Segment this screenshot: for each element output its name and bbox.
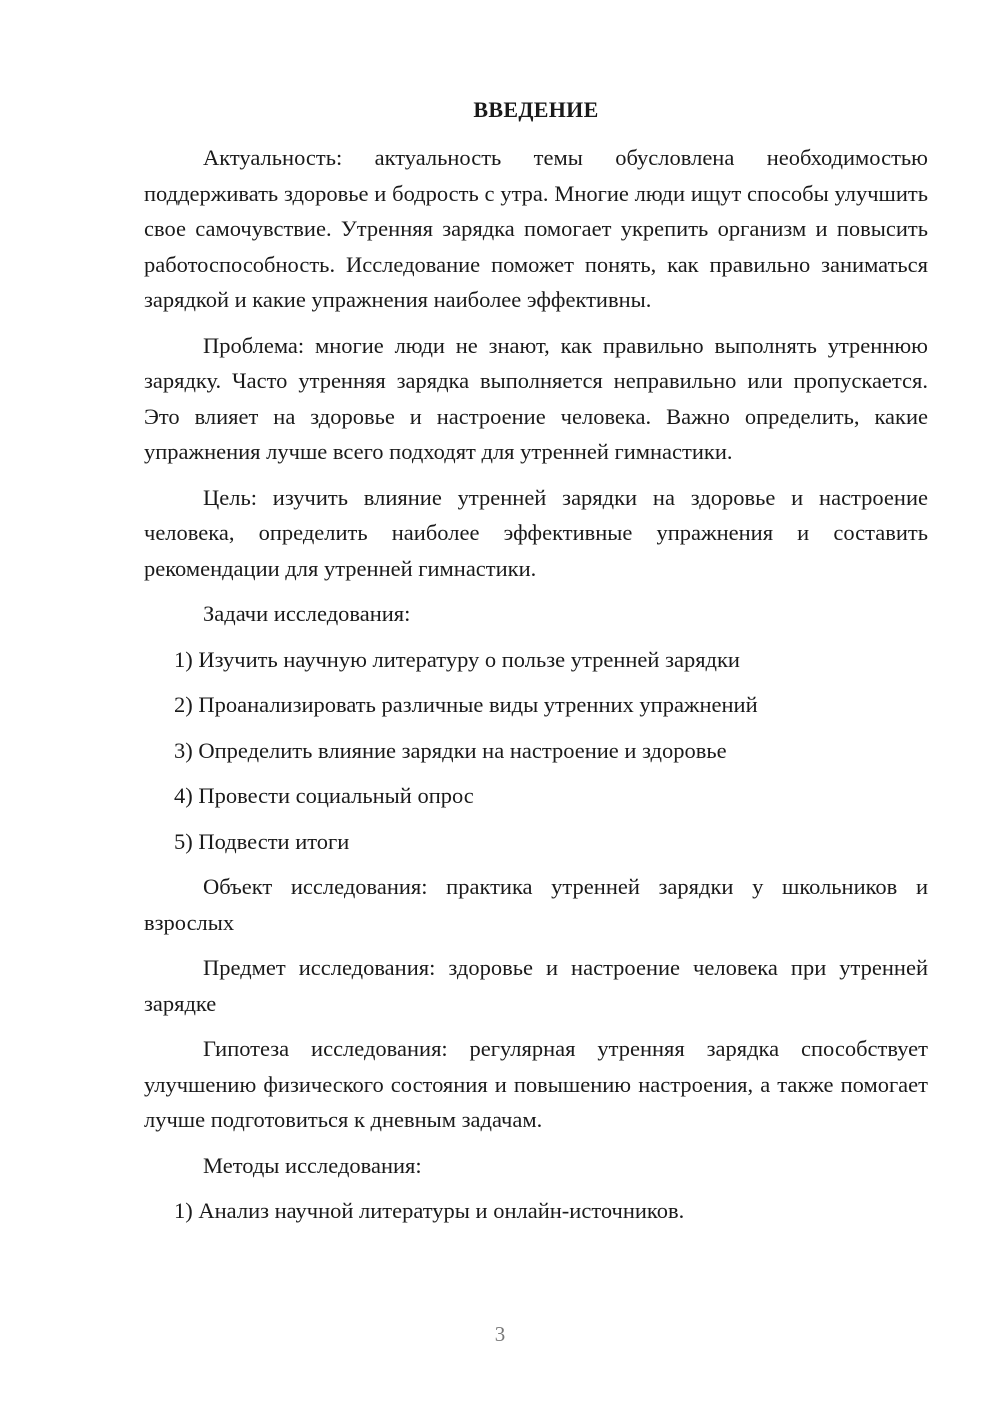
methods-list-item: 1) Анализ научной литературы и онлайн-источников. — [174, 1198, 685, 1223]
page-number: 3 — [494, 1322, 506, 1346]
tasks-heading: Задачи исследования: — [203, 601, 411, 626]
goal-paragraph: Цель: изучить влияние утренней зарядки на здоровье и настроение человека, определить наиболее эффективные упражнения и составить рекомендации для утренней гимнастики. — [144, 484, 928, 581]
tasks-list-item: 3) Определить влияние зарядки на настроение и здоровье — [174, 737, 727, 763]
tasks-list-item: 1) Изучить научную литературу о пользе утренней зарядки — [174, 646, 740, 672]
object-paragraph: Объект исследования: практика утренней зарядки у школьников и взрослых — [144, 874, 928, 935]
problem-paragraph: Проблема: многие люди не знают, как правильно выполнять утреннюю зарядку. Часто утренняя зарядка выполняется неправильно или пропускается. Это влияет на здоровье и настроение человека. Важно определить, какие упражнения лучше всего подходят для утренней гимнастики. — [144, 332, 928, 464]
section-title: ВВЕДЕНИЕ — [473, 97, 599, 122]
tasks-list-item: 4) Провести социальный опрос — [174, 783, 474, 808]
methods-heading: Методы исследования: — [203, 1152, 422, 1178]
tasks-list-item: 2) Проанализировать различные виды утренних упражнений — [174, 692, 758, 717]
tasks-list-item: 5) Подвести итоги — [174, 828, 350, 854]
document-page — [144, 92, 928, 1332]
subject-paragraph: Предмет исследования: здоровье и настроение человека при утренней зарядке — [144, 955, 928, 1016]
relevance-paragraph: Актуальность: актуальность темы обусловлена необходимостью поддерживать здоровье и бодрость с утра. Многие люди ищут способы улучшить свое самочувствие. Утренняя зарядка помогает укрепить организм и повысить работоспособность. Исследование поможет понять, как правильно заниматься зарядкой и какие упражнения наиболее эффективны. — [144, 145, 928, 312]
hypothesis-paragraph: Гипотеза исследования: регулярная утренняя зарядка способствует улучшению физического состояния и повышению настроения, а также помогает лучше подготовиться к дневным задачам. — [144, 1036, 928, 1132]
